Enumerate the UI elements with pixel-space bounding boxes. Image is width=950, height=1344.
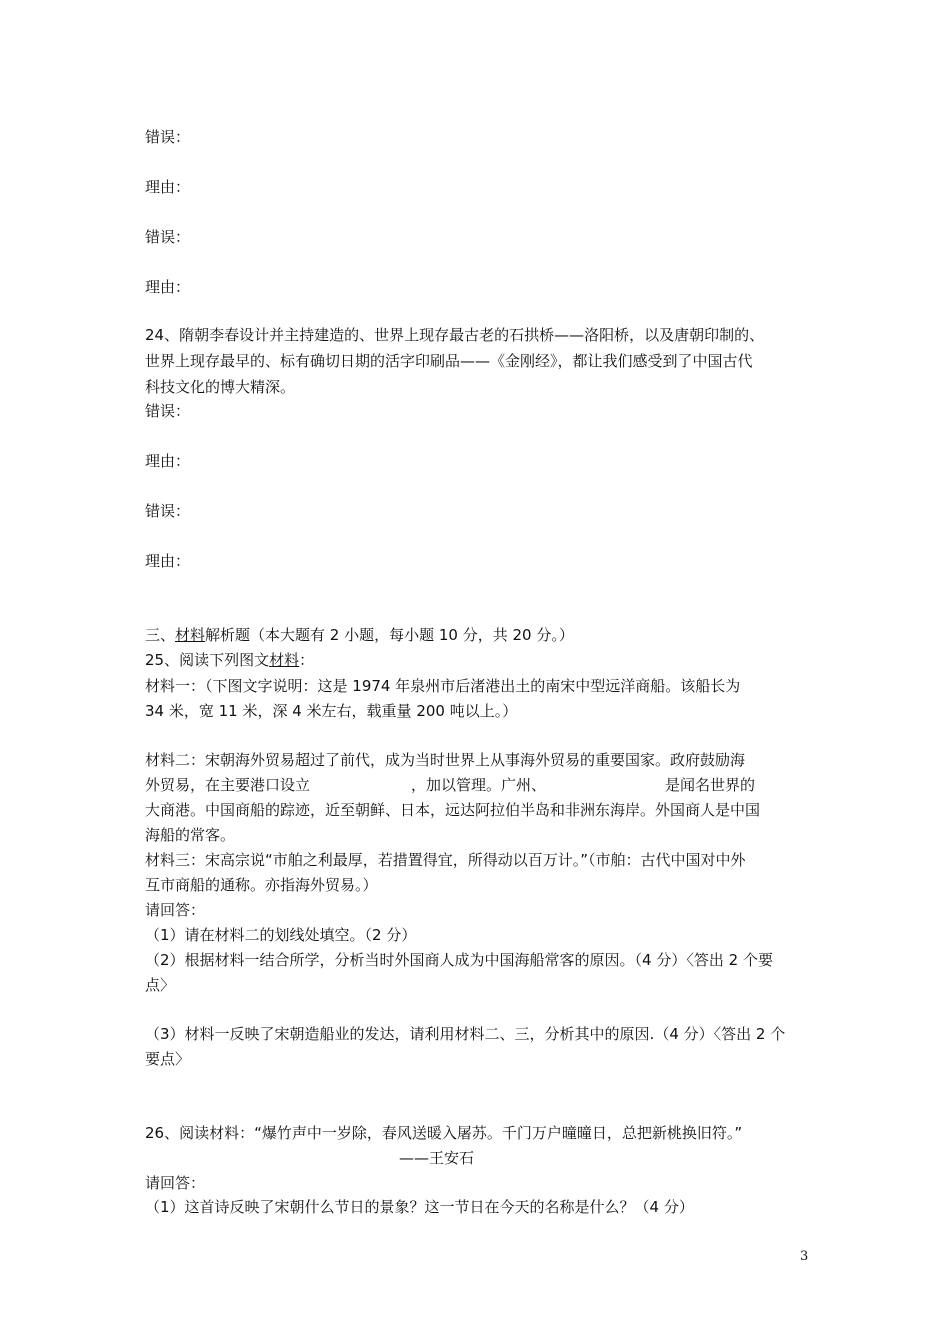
q26-author: ——王安石 [399,1149,475,1167]
q26-ask: 请回答： [145,1174,206,1192]
q26-text-line: 26、阅读材料：“爆竹声中一岁除，春风送暖入屠苏。千门万户曈曈日，总把新桃换旧符。” [145,1124,743,1142]
q24-text-line: 24、隋朝李春设计并主持建造的、世界上现存最古老的石拱桥——洛阳桥，以及唐朝印制的、 [145,326,765,344]
section-rest: 解析题（本大题有 2 小题，每小题 10 分，共 20 分。） [205,626,574,644]
q24-reason-label: 理由： [145,452,191,470]
material-2-line: 材料二：宋朝海外贸易超过了前代，成为当时世界上从事海外贸易的重要国家。政府鼓励海 [145,751,746,769]
material-2-text: ，加以管理。广州、 [411,776,547,794]
section-prefix: 三、 [145,626,176,644]
q25-sub-question-3: （3）材料一反映了宋朝造船业的发达，请利用材料二、三，分析其中的原因.（4 分）〈答出 2 个 [145,1025,786,1043]
q24-error-label: 错误： [145,402,191,420]
q25-sub-question-2: 点〉 [145,976,176,994]
answer-reason-label: 理由： [145,278,191,296]
q24-text-line: 科技文化的博大精深。 [145,378,296,396]
section-heading [145,625,574,645]
q25-title-prefix: 25、阅读下列图文 [145,651,270,669]
material-3-line: 材料三：宋高宗说“市舶之利最厚，若措置得宜，所得动以百万计。”（市舶：古代中国对中外 [145,851,746,869]
q25-sub-question-2: （2）根据材料一结合所学，分析当时外国商人成为中国海船常客的原因。（4 分）〈答出 2 个要 [145,951,773,969]
q24-reason-label: 理由： [145,552,191,570]
q26-sub-question-1: （1）这首诗反映了宋朝什么节日的景象？这一节日在今天的名称是什么？（4 分） [145,1198,694,1216]
q25-title-suffix: ： [299,651,315,669]
material-2-text: 外贸易，在主要港口设立 [145,776,311,794]
material-3-line: 互市商船的通称。亦指海外贸易。） [145,876,378,894]
q25-sub-question-1: （1）请在材料二的划线处填空。（2 分） [145,926,417,944]
q25-title [145,650,314,670]
material-2-text: 是闻名世界的 [665,776,756,794]
q24-text-line: 世界上现存最早的、标有确切日期的活字印刷品——《金刚经》，都让我们感受到了中国古代 [145,352,753,370]
q25-sub-question-3: 要点〉 [145,1050,191,1068]
material-1-line: 34 米，宽 11 米，深 4 米左右，载重量 200 吨以上。） [145,702,518,720]
answer-error-label: 错误： [145,228,191,246]
answer-error-label: 错误： [145,128,191,146]
q25-ask: 请回答： [145,901,206,919]
material-2-fill-line [145,775,755,795]
answer-reason-label: 理由： [145,178,191,196]
material-2-line: 海船的常客。 [145,826,236,844]
page-number: 3 [800,1249,809,1264]
q25-title-underlined: 材料 [269,651,300,669]
material-2-line: 大商港。中国商船的踪迹，近至朝鲜、日本，远达阿拉伯半岛和非洲东海岸。外国商人是中国 [145,801,761,819]
section-underlined-word: 材料 [175,626,206,644]
q24-error-label: 错误： [145,502,191,520]
material-1-line: 材料一：（下图文字说明：这是 1974 年泉州市后渚港出土的南宋中型远洋商船。该船长为 [145,677,741,695]
